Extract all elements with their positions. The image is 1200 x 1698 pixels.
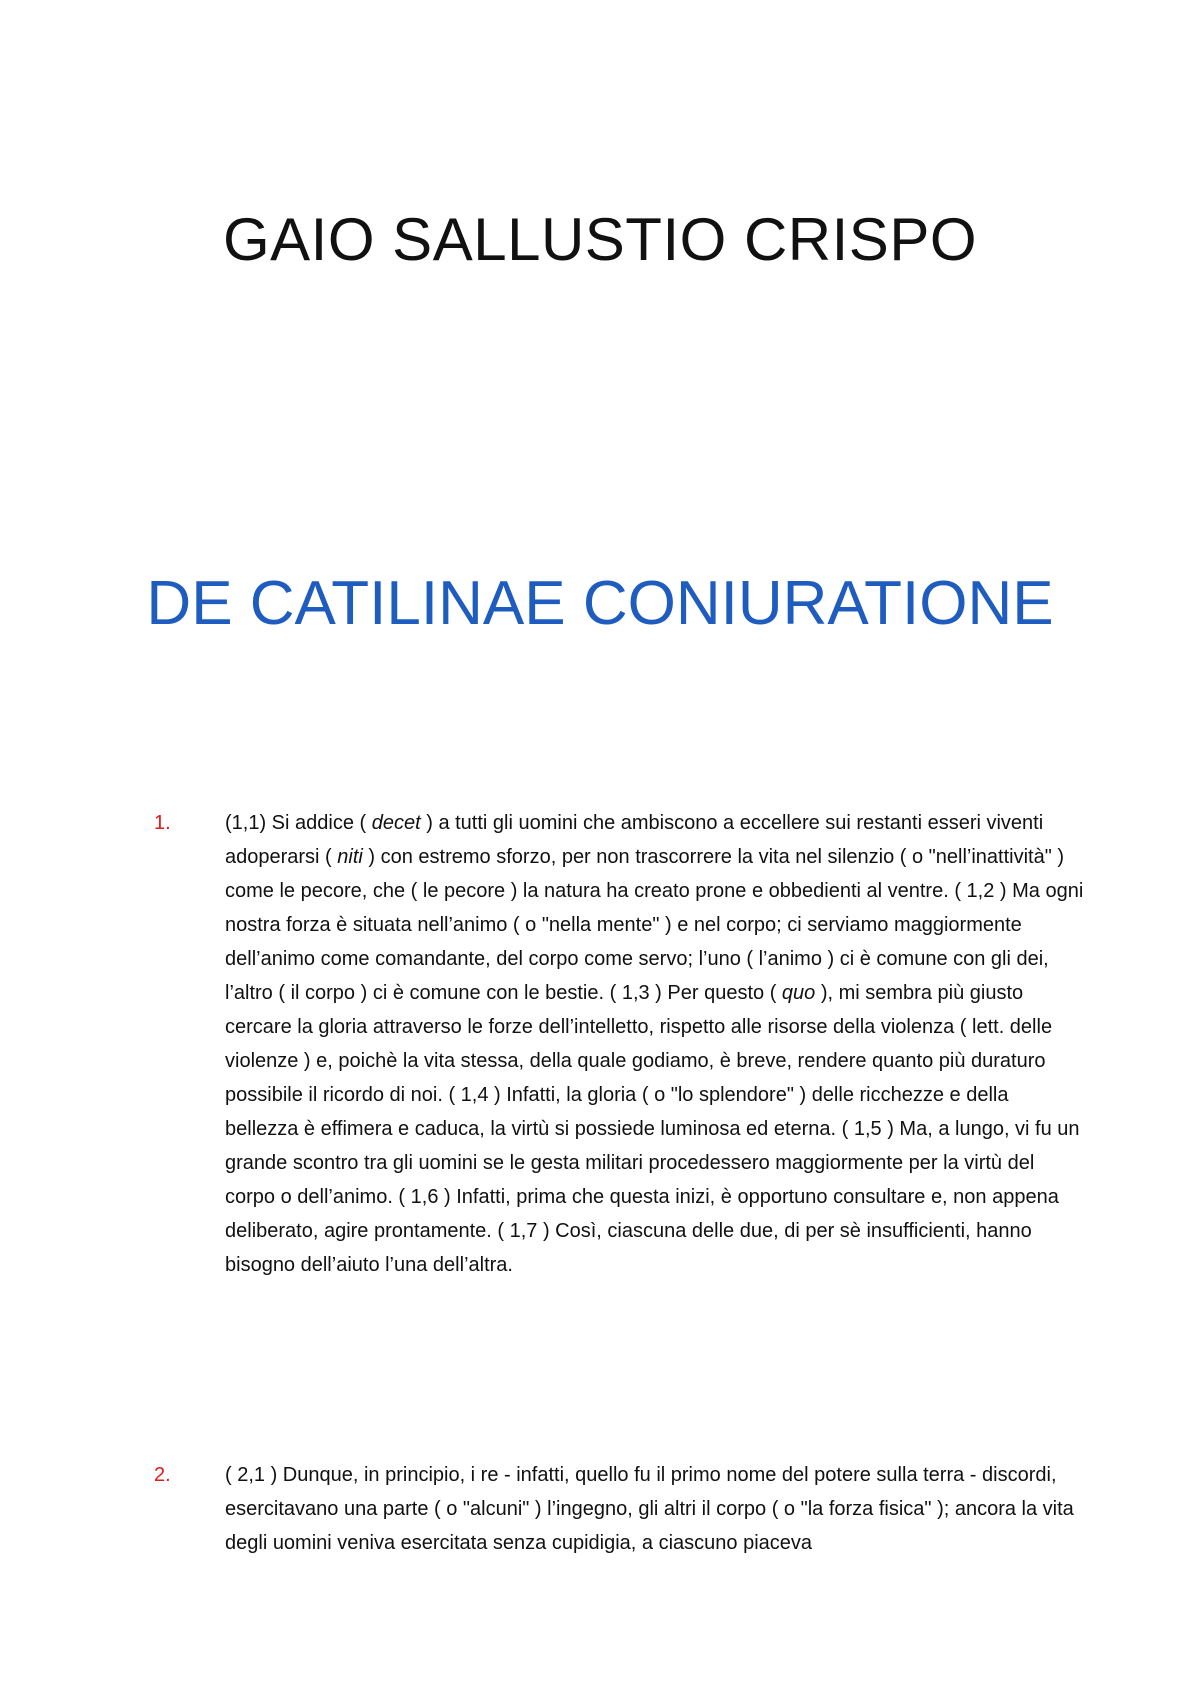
text-segment: ) a tutti gli uomini che ambiscono a eccellere sui restanti esseri viventi adoperarsi ( [225, 812, 1044, 868]
author-heading: GAIO SALLUSTIO CRISPO [222, 206, 978, 273]
text-segment: ), mi sembra più giusto cercare la gloria attraverso le forze dell’intelletto, rispetto alle risorse della violenza ( lett. delle violenze ) e, poichè la vita stessa, della quale godiamo, è breve, rendere quanto più duraturo possibile il ricordo di noi. ( 1,4 ) Infatti, la gloria ( o "lo splendore" ) delle ricchezze e della bellezza è effimera e caduca, la virtù si possiede luminosa ed eterna. ( 1,5 ) Ma, a lungo, vi fu un grande scontro tra gli uomini se le gesta militari procedessero maggiormente per la virtù del corpo o dell’animo. ( 1,6 ) Infatti, prima che questa inizi, è opportuno consultare e, non appena deliberato, agire prontamente. ( 1,7 ) Così, ciascuna delle due, di per sè insufficienti, hanno bisogno dell’aiuto l’una dell’altra. [225, 982, 1080, 1276]
work-title: DE CATILINAE CONIURATIONE [146, 569, 1054, 638]
latin-term: niti [337, 846, 363, 868]
section-number: 1. [154, 812, 171, 834]
section-paragraph [225, 1458, 1085, 1560]
section-2 [154, 1458, 1094, 1560]
latin-term: quo [781, 982, 816, 1004]
section-paragraph [225, 806, 1085, 1282]
text-segment: ) con estremo sforzo, per non trascorrere la vita nel silenzio ( o "nell’inattività" ) come le pecore, che ( le pecore ) la natura ha creato prone e obbedienti al ventre. ( 1,2 ) Ma ogni nostra forza è situata nell’animo ( o "nella mente" ) e nel corpo; ci serviamo maggiormente dell’animo come comandante, del corpo come servo; l’uno ( l’animo ) ci è comune con gli dei, l’altro ( il corpo ) ci è comune con le bestie. ( 1,3 ) Per questo ( [225, 846, 1084, 1004]
text-segment: ( 2,1 ) Dunque, in principio, i re - infatti, quello fu il primo nome del potere sulla terra - discordi, esercitavano una parte ( o "alcuni" ) l’ingegno, gli altri il corpo ( o "la forza fisica" ); ancora la vita degli uomini veniva esercitata senza cupidigia, a ciascuno piaceva [225, 1464, 1074, 1554]
section-1 [154, 806, 1094, 1282]
text-segment: (1,1) Si addice ( [225, 812, 372, 834]
latin-term: decet [371, 812, 421, 834]
section-number: 2. [154, 1464, 171, 1486]
